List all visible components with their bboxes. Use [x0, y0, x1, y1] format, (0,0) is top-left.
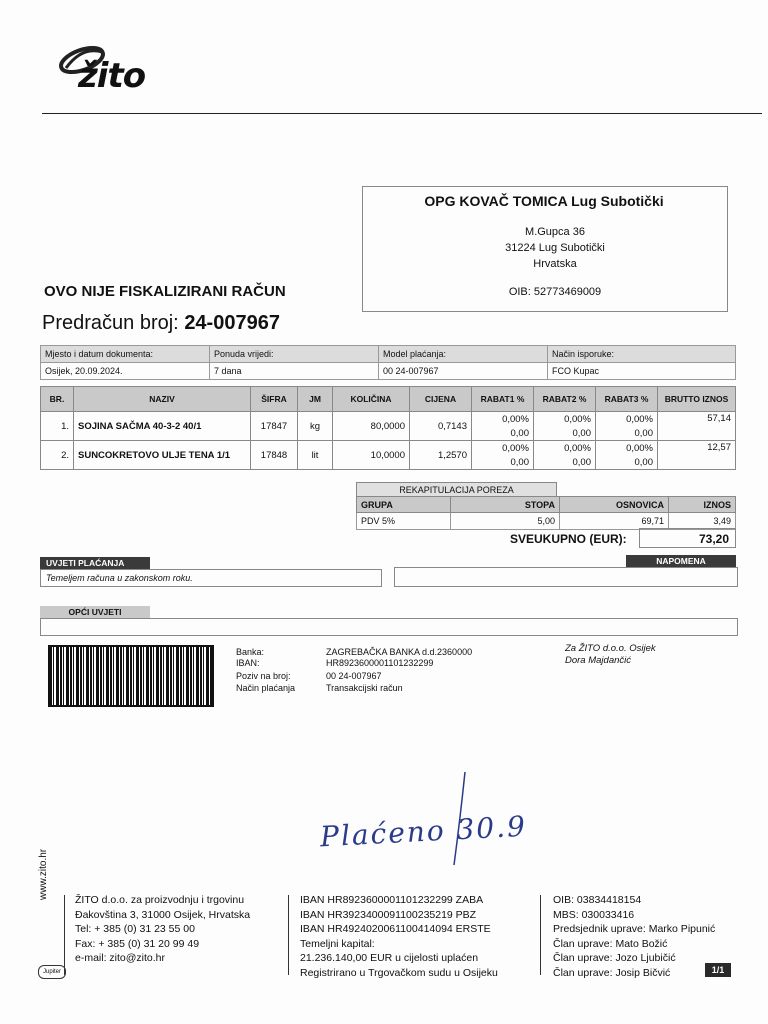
handwritten-stroke — [440, 770, 480, 870]
col-header: ŠIFRA — [251, 387, 298, 412]
bank-label: Banka: — [236, 647, 265, 657]
footer-line: Član uprave: Jozo Ljubičić — [553, 952, 676, 964]
item-code: 17848 — [251, 441, 298, 470]
item-quantity: 80,0000 — [333, 412, 410, 441]
footer-line: ŽITO d.o.o. za proizvodnju i trgovinu — [75, 894, 245, 906]
item-code: 17847 — [251, 412, 298, 441]
col-header: RABAT2 % — [534, 387, 596, 412]
item-price: 1,2570 — [410, 441, 472, 470]
footer-line: Temeljni kapital: — [300, 937, 375, 950]
page-number: 1/1 — [705, 963, 731, 977]
tax-group: PDV 5% — [357, 513, 451, 530]
footer-bank-column — [300, 893, 498, 980]
footer-line: Fax: + 385 (0) 31 20 99 49 — [75, 937, 200, 950]
info-label: Model plaćanja: — [379, 346, 548, 363]
signer-name: Dora Majdančić — [565, 655, 631, 666]
rabat1-amount: 0,00 — [472, 426, 534, 441]
row-number: 1. — [41, 412, 74, 441]
col-header: KOLIČINA — [333, 387, 410, 412]
logo-wordmark: žito — [78, 56, 146, 96]
footer-line: IBAN HR8923600001101232299 ZABA — [300, 894, 484, 906]
document-number: 24-007967 — [184, 312, 280, 334]
tax-amount: 3,49 — [669, 513, 736, 530]
footer-company-column — [75, 893, 250, 966]
header-divider — [42, 113, 762, 114]
document-title — [42, 312, 280, 335]
buyer-country: Hrvatska — [533, 258, 577, 270]
reference-value: 00 24-007967 — [326, 671, 382, 681]
col-header: RABAT1 % — [472, 387, 534, 412]
footer-line: e-mail: zito@zito.hr — [75, 952, 166, 964]
footer-line: 21.236.140,00 EUR u cijelosti uplaćen — [300, 952, 479, 964]
col-header: BR. — [41, 387, 74, 412]
footer-line: IBAN HR3923400091100235219 PBZ — [300, 908, 477, 921]
iban-label: IBAN: — [236, 658, 260, 668]
col-header: NAZIV — [74, 387, 251, 412]
rabat3-amount: 0,00 — [596, 455, 658, 470]
rabat2-pct: 0,00% — [534, 441, 596, 456]
rabat3-pct: 0,00% — [596, 441, 658, 456]
footer-registry-column — [553, 893, 715, 980]
item-unit: kg — [298, 412, 333, 441]
tax-rate: 5,00 — [451, 513, 560, 530]
bank-value: ZAGREBAČKA BANKA d.d.2360000 — [326, 647, 473, 657]
payment-barcode — [48, 645, 214, 707]
recap-header: GRUPA — [357, 497, 451, 513]
recap-header: OSNOVICA — [560, 497, 669, 513]
grand-total-value: 73,20 — [639, 528, 736, 548]
footer-line: Član uprave: Josip Bičvić — [553, 966, 671, 979]
footer-line: Predsjednik uprave: Marko Pipunić — [553, 923, 716, 935]
rabat2-amount: 0,00 — [534, 426, 596, 441]
item-unit: lit — [298, 441, 333, 470]
footer-divider — [288, 895, 289, 975]
item-quantity: 10,0000 — [333, 441, 410, 470]
buyer-street: M.Gupca 36 — [525, 226, 585, 238]
col-header: CIJENA — [410, 387, 472, 412]
footer-line: Đakovština 3, 31000 Osijek, Hrvatska — [75, 908, 251, 921]
note-box — [394, 567, 738, 587]
row-number: 2. — [41, 441, 74, 470]
footer-divider — [540, 895, 541, 975]
reference-label: Poziv na broj: — [236, 671, 291, 681]
info-value: FCO Kupac — [548, 363, 736, 380]
footer-divider — [64, 895, 65, 975]
rabat1-amount: 0,00 — [472, 455, 534, 470]
payment-terms-text: Temeljem računa u zakonskom roku. — [46, 573, 193, 583]
tax-base: 69,71 — [560, 513, 669, 530]
title-label: Predračun broj: — [42, 312, 179, 334]
rabat3-amount: 0,00 — [596, 426, 658, 441]
tax-recap-table — [356, 496, 736, 530]
table-row — [357, 513, 736, 530]
recap-header: IZNOS — [669, 497, 736, 513]
fiscal-notice: OVO NIJE FISKALIZIRANI RAČUN — [44, 283, 286, 300]
info-value: Osijek, 20.09.2024. — [41, 363, 210, 380]
payment-method-label: Način plaćanja — [236, 683, 296, 693]
info-label: Mjesto i datum dokumenta: — [41, 346, 210, 363]
col-header: BRUTTO IZNOS — [658, 387, 736, 412]
handwritten-paid-note: Plaćeno 30.9 — [319, 809, 528, 854]
signed-for: Za ŽITO d.o.o. Osijek — [565, 643, 656, 654]
item-name: SUNCOKRETOVO ULJE TENA 1/1 — [74, 441, 251, 470]
item-name: SOJINA SAČMA 40-3-2 40/1 — [74, 412, 251, 441]
rabat2-pct: 0,00% — [534, 412, 596, 427]
recap-header: STOPA — [451, 497, 560, 513]
payment-method-value: Transakcijski račun — [326, 683, 403, 693]
item-price: 0,7143 — [410, 412, 472, 441]
items-table — [40, 386, 736, 470]
col-header: RABAT3 % — [596, 387, 658, 412]
footer-line: Registrirano u Trgovačkom sudu u Osijeku — [300, 966, 498, 979]
info-label: Način isporuke: — [548, 346, 736, 363]
general-terms-header: OPĆI UVJETI — [40, 606, 150, 618]
footer-line: IBAN HR4924020061100414094 ERSTE — [300, 923, 491, 935]
general-terms-box — [40, 618, 738, 636]
rabat3-pct: 0,00% — [596, 412, 658, 427]
rabat1-pct: 0,00% — [472, 441, 534, 456]
buyer-name: OPG KOVAČ TOMICA Lug Subotički — [424, 193, 664, 209]
table-row — [41, 441, 736, 456]
item-total: 57,14 — [658, 412, 736, 441]
document-info-table — [40, 345, 736, 380]
buyer-oib: OIB: 52773469009 — [508, 286, 602, 298]
info-value: 00 24-007967 — [379, 363, 548, 380]
info-label: Ponuda vrijedi: — [210, 346, 379, 363]
rabat2-amount: 0,00 — [534, 455, 596, 470]
footer-line: OIB: 03834418154 — [553, 894, 642, 906]
payment-terms-header: UVJETI PLAĆANJA — [40, 557, 150, 569]
footer-line: MBS: 030033416 — [553, 908, 635, 921]
grand-total-label: SVEUKUPNO (EUR): — [510, 532, 627, 546]
footer-line: Tel: + 385 (0) 31 23 55 00 — [75, 923, 195, 935]
note-header: NAPOMENA — [626, 555, 736, 567]
tax-recap-title: REKAPITULACIJA POREZA — [356, 482, 557, 498]
buyer-city: 31224 Lug Subotički — [505, 242, 605, 254]
footer-line: Član uprave: Mato Božić — [553, 937, 668, 950]
item-total: 12,57 — [658, 441, 736, 470]
website: www.zito.hr — [38, 848, 49, 900]
rabat1-pct: 0,00% — [472, 412, 534, 427]
iban-value: HR8923600001101232299 — [326, 658, 434, 668]
info-value: 7 dana — [210, 363, 379, 380]
table-row — [41, 412, 736, 427]
col-header: JM — [298, 387, 333, 412]
jupiter-badge: Jupiter — [38, 965, 66, 979]
